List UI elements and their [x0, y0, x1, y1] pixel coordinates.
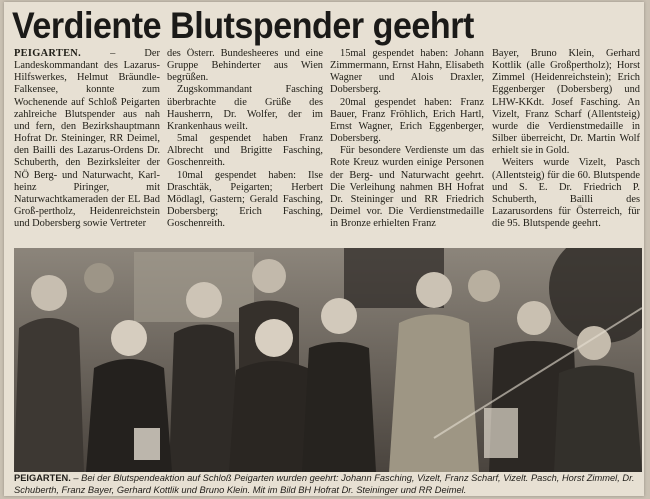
article-column-2	[167, 48, 323, 238]
column-4-paragraph-1: Bayer, Bruno Klein, Gerhard Kottlik (alle Großpertholz); Horst Zimmel (Heidenreichstein); Erich Eggenberger (Dobersberg) und LHW-KKdt. Josef Fasching. An Vizelt, Franz Scharf (Allentsteig) wurde die Verdienstmedaille in Silber überreicht, Dr. Martin Wolf erhielt sie in Gold.	[492, 48, 640, 157]
column-3-paragraph-1: 15mal gespendet haben: Johann Zimmermann, Ernst Hahn, Elisabeth Wagner und Alois Draxler, Dobersberg.	[330, 48, 484, 96]
column-2-paragraph-3: 5mal gespendet haben Franz Albrecht und Brigitte Fasching, Goschenreith.	[167, 133, 323, 169]
column-2-paragraph-4: 10mal gespendet haben: Ilse Draschtäk, Peigarten; Herbert Mödlagl, Gastern; Gerald Fasching, Dobersberg; Erich Fasching, Goschenreith.	[167, 169, 323, 230]
column-1-text: – Der Landeskommandant des Lazarus-Hilfswerkes, Helmut Bräundle-Falkensee, konnte zum Wochenende auf Schloß Peigarten zahlreiche Blutspender aus nah und fern, den Bezirkshauptmann Hofrat Dr. Steininger, RR Deimel, den Bailli des Lazarus-Ordens Dr. Schuberth, den Bezirksleiter der NÖ Berg- und Naturwacht, Karl-heinz Piringer, mit Naturwachtkameraden der EL Bad Groß-pertholz, Heidenreichstein und Dobersberg sowie Vertreter	[14, 48, 160, 230]
column-4-paragraph-2: Weiters wurde Vizelt, Pasch (Allentsteig) für die 60. Blutspende und S. E. Dr. Friedrich P. Schuberth, Bailli des Lazarusordens für Österreich, für die 95. Blutspende geehrt.	[492, 157, 640, 230]
article-column-3	[330, 48, 484, 238]
column-2-paragraph-1: des Österr. Bundesheeres und eine Gruppe Behinderter aus Wien begrüßen.	[167, 48, 323, 84]
article-column-4	[492, 48, 640, 238]
caption-text: – Bei der Blutspendeaktion auf Schloß Peigarten wurden geehrt: Johann Fasching, Vizelt, Franz Scharf, Vizelt. Pasch, Horst Zimmel, Dr. Schuberth, Franz Bayer, Gerhard Kottlik und Bruno Klein. Mit im Bild BH Hofrat Dr. Steininger und RR Deimel.	[14, 473, 635, 495]
dateline: PEIGARTEN.	[14, 48, 82, 59]
caption-dateline: PEIGARTEN.	[14, 473, 71, 483]
photo-caption	[14, 473, 644, 497]
group-photo	[14, 248, 642, 472]
column-3-paragraph-3: Für besondere Verdienste um das Rote Kreuz wurden einige Personen der Berg- und Naturwacht geehrt. Die Verleihung nahmen BH Hofrat Dr. Steininger und RR Friedrich Deimel vor. Die Verdienstmedaille in Bronze erhielten Franz	[330, 145, 484, 230]
column-2-paragraph-2: Zugskommandant Fasching überbrachte die Grüße des Hausherrn, Dr. Wolfer, der im Krankenhaus weilt.	[167, 84, 323, 132]
newspaper-clipping	[4, 2, 644, 496]
article-column-1	[14, 48, 160, 238]
article-headline: Verdiente Blutspender geehrt	[12, 5, 474, 46]
column-3-paragraph-2: 20mal gespendet haben: Franz Bauer, Franz Fröhlich, Erich Hartl, Ernst Wagner, Erich Eggenberger, Dobersberg.	[330, 96, 484, 145]
group-photo-illustration	[14, 248, 642, 472]
